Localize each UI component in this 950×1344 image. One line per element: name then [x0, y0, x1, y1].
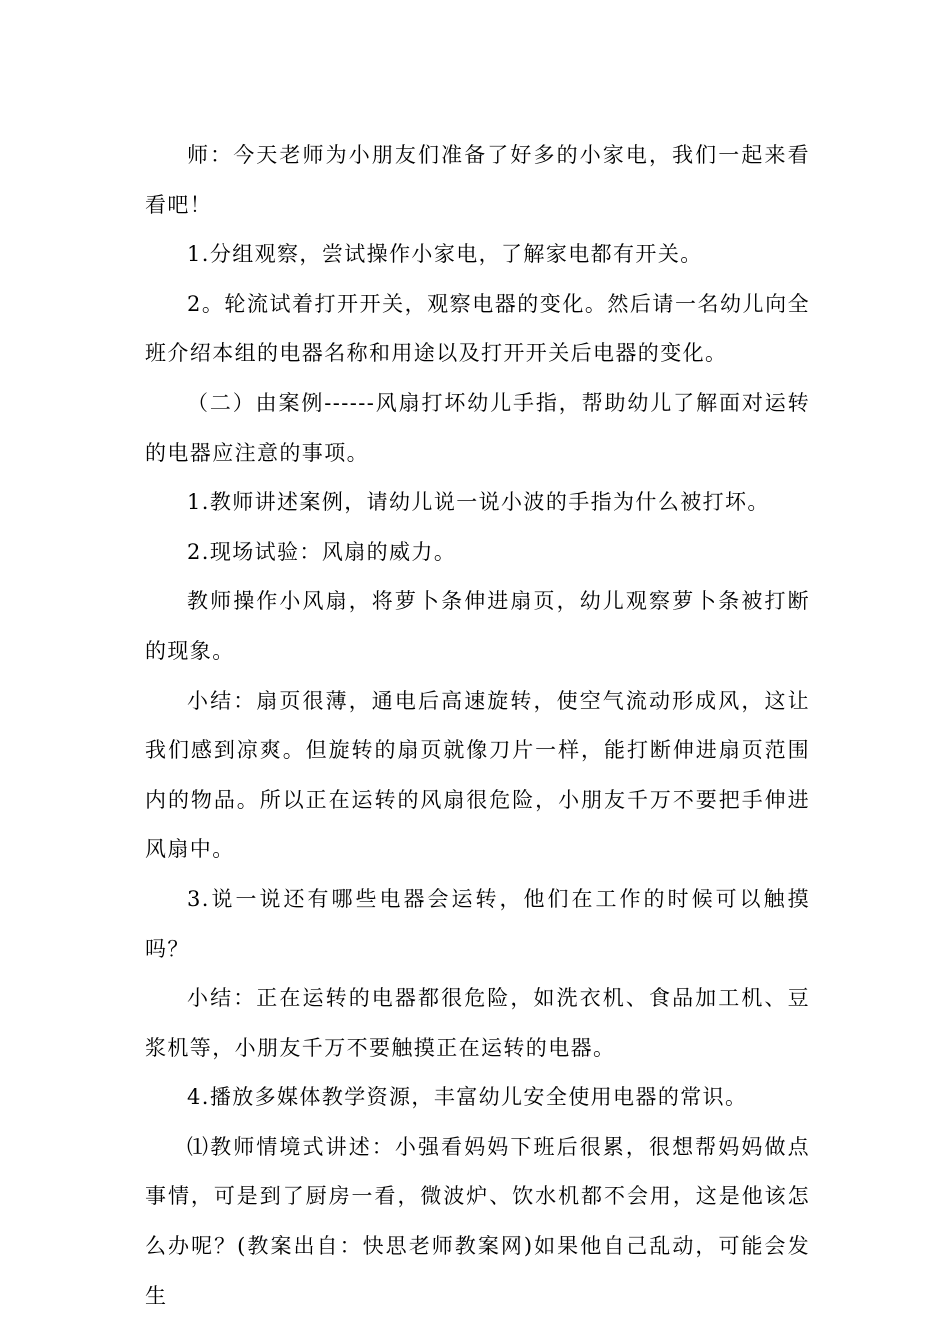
paragraph-step-1-group-observe: 1.分组观察，尝试操作小家电，了解家电都有开关。	[187, 242, 703, 267]
paragraph-teacher-intro: 师：今天老师为小朋友们准备了好多的小家电，我们一起来看看吧！	[145, 143, 810, 217]
paragraph-fan-demo: 教师操作小风扇，将萝卜条伸进扇页，幼儿观察萝卜条被打断的现象。	[145, 589, 810, 663]
paragraph-case-story: 1.教师讲述案例，请幼儿说一说小波的手指为什么被打坏。	[187, 490, 770, 515]
paragraph-step-4-multimedia: 4.播放多媒体教学资源，丰富幼儿安全使用电器的常识。	[187, 1085, 748, 1110]
paragraph-step-2-take-turns: 2。轮流试着打开开关，观察电器的变化。然后请一名幼儿向全班介绍本组的电器名称和用途以及打开开关后电器的变化。	[145, 291, 810, 366]
paragraph-scenario-story: ⑴教师情境式讲述：小强看妈妈下班后很累，很想帮妈妈做点事情，可是到了厨房一看，微波炉、饮水机都不会用，这是他该怎么办呢？(教案出自：快思老师教案网)如果他自己乱动，可能会发生	[145, 1134, 810, 1308]
paragraph-step-3-discuss: 3.说一说还有哪些电器会运转，他们在工作的时候可以触摸吗？	[145, 886, 810, 961]
paragraph-summary-fan: 小结：扇页很薄，通电后高速旋转，使空气流动形成风，这让我们感到凉爽。但旋转的扇页就像刀片一样，能打断伸进扇页范围内的物品。所以正在运转的风扇很危险，小朋友千万不要把手伸进风扇中。	[145, 688, 810, 862]
paragraph-field-test: 2.现场试验：风扇的威力。	[187, 539, 457, 564]
document-body	[145, 131, 810, 1321]
paragraph-section-2-heading: （二）由案例------风扇打坏幼儿手指，帮助幼儿了解面对运转的电器应注意的事项。	[145, 390, 810, 465]
paragraph-summary-appliances: 小结：正在运转的电器都很危险，如洗衣机、食品加工机、豆浆机等，小朋友千万不要触摸正在运转的电器。	[145, 986, 810, 1060]
